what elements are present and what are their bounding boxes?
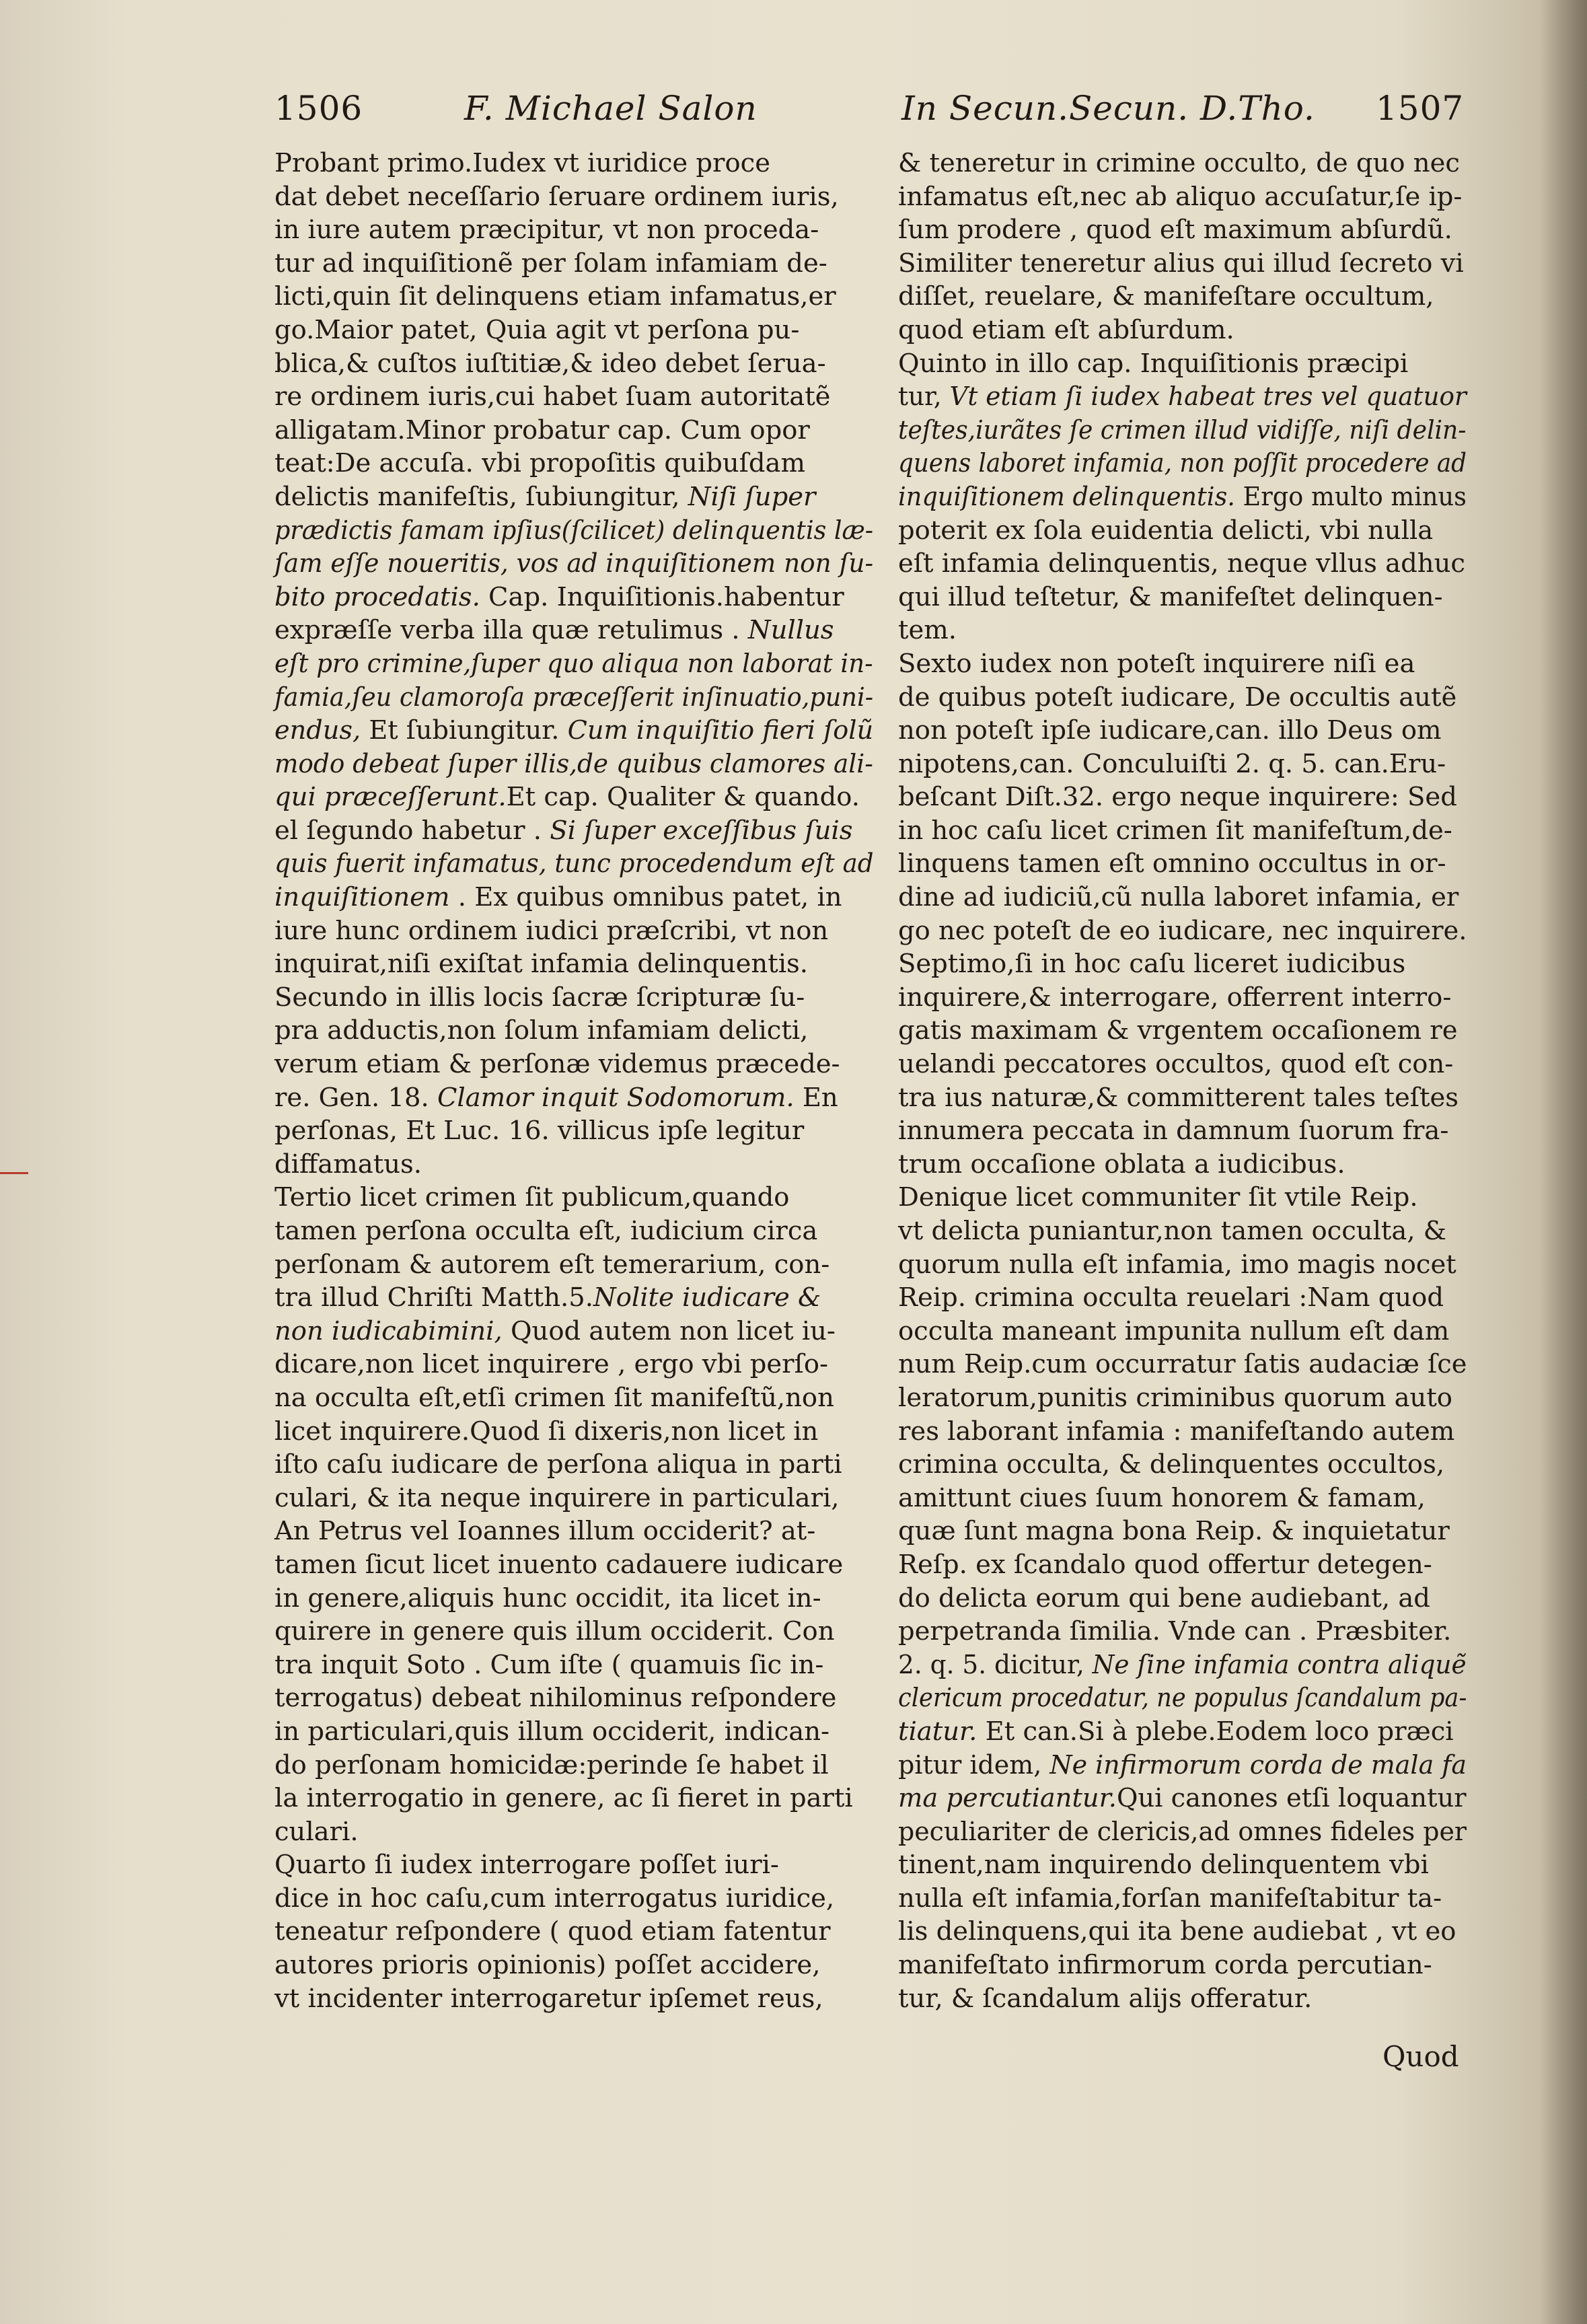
- text-segment: innumera peccata in damnum ſuorum fra-: [898, 1116, 1449, 1147]
- italic-quotation: Ne ſine infamia contra aliquẽ: [1092, 1649, 1467, 1680]
- text-line: [274, 1749, 873, 1782]
- text-line: [274, 1482, 873, 1515]
- text-line: [274, 1882, 873, 1916]
- text-segment: peculiariter de clericis,ad omnes fideles per: [898, 1816, 1467, 1847]
- text-line: [898, 881, 1467, 914]
- text-line: [274, 1181, 873, 1214]
- text-line: [274, 480, 873, 514]
- text-line: [898, 981, 1467, 1015]
- text-line: [274, 213, 873, 247]
- text-line: [898, 847, 1467, 881]
- text-line: [898, 1749, 1467, 1782]
- text-segment: re. Gen. 18.: [274, 1082, 437, 1113]
- italic-quotation: quens laboret infamia, non poſſit procedere ad: [898, 448, 1467, 479]
- text-segment: perpetranda ſimilia. Vnde can . Præsbiter.: [898, 1616, 1452, 1647]
- text-segment: crimina occulta, & delinquentes occultos,: [898, 1449, 1445, 1480]
- text-segment: teat:De accuſa. vbi propoſitis quibuſdam: [274, 448, 805, 479]
- text-line: [274, 847, 874, 881]
- italic-quotation: Clamor inquit Sodomorum.: [437, 1082, 795, 1113]
- text-segment: pra adductis,non ſolum infamiam delicti,: [274, 1015, 809, 1046]
- text-segment: Et ſubiungitur.: [361, 715, 568, 746]
- text-line: [898, 1114, 1467, 1148]
- text-segment: & teneretur in crimine occulto, de quo nec: [898, 148, 1460, 178]
- text-segment: do perſonam homicidæ:perinde ſe habet il: [274, 1749, 829, 1780]
- italic-quotation: qui præceſſerunt.: [274, 782, 507, 813]
- text-segment: dice in hoc caſu,cum interrogatus iuridice,: [274, 1883, 835, 1914]
- text-segment: autores prioris opinionis) poſſet accidere,: [274, 1950, 821, 1981]
- text-line: [898, 748, 1467, 781]
- text-segment: occulta maneant impunita nullum eſt dam: [898, 1315, 1450, 1346]
- text-segment: eſt infamia delinquentis, neque vllus adhuc: [898, 548, 1465, 579]
- text-segment: delictis manifeſtis, ſubiungitur,: [274, 481, 688, 512]
- text-line: [898, 780, 1467, 814]
- text-segment: pitur idem,: [898, 1749, 1050, 1780]
- text-line: [898, 180, 1467, 214]
- italic-quotation: endus,: [274, 715, 361, 746]
- text-line: [898, 1548, 1467, 1582]
- text-line: [274, 1214, 873, 1248]
- left-running-title: F. Michael Salon: [464, 89, 758, 128]
- left-text-column: [274, 147, 873, 2015]
- text-segment: culari.: [274, 1816, 359, 1847]
- text-line: [274, 1281, 873, 1315]
- text-line: [274, 147, 873, 180]
- red-margin-mark: [0, 1172, 28, 1189]
- italic-quotation: quis fuerit infamatus, tunc procedendum eſt ad: [274, 848, 874, 879]
- text-line: [898, 1681, 1467, 1715]
- text-segment: nulla eſt infamia,forſan manifeſtabitur ta-: [898, 1883, 1442, 1914]
- text-line: [274, 547, 874, 581]
- text-segment: tra ius naturæ,& committerent tales teſtes: [898, 1082, 1459, 1113]
- text-segment: Reſp. ex ſcandalo quod offertur detegen-: [898, 1549, 1432, 1580]
- text-segment: ſum prodere , quod eſt maximum abſurdũ.: [898, 215, 1452, 246]
- text-segment: go.Maior patet, Quia agit vt perſona pu-: [274, 314, 800, 345]
- text-segment: amittunt ciues ſuum honorem & famam,: [898, 1482, 1426, 1513]
- text-line: [898, 347, 1467, 381]
- text-segment: verum etiam & perſonæ videmus præcede-: [274, 1049, 840, 1080]
- text-line: [274, 247, 873, 281]
- text-line: [274, 1582, 873, 1615]
- text-line: [898, 1949, 1467, 1982]
- text-line: [898, 1882, 1467, 1916]
- text-segment: quod etiam eſt abſurdum.: [898, 314, 1234, 345]
- text-line: [274, 748, 873, 781]
- text-segment: Similiter teneretur alius qui illud ſecreto vi: [898, 248, 1464, 279]
- text-line: [898, 213, 1467, 247]
- text-segment: quæ ſunt magna bona Reip. & inquietatur: [898, 1516, 1450, 1547]
- text-segment: inquirat,niſi exiſtat infamia delinquentis.: [274, 949, 809, 980]
- italic-quotation: modo debeat ſuper illis,de quibus clamores ali-: [274, 748, 873, 779]
- text-line: [274, 280, 873, 314]
- italic-quotation: ma percutiantur.: [898, 1783, 1117, 1814]
- italic-quotation: inquiſitionem: [274, 882, 450, 913]
- text-line: [274, 947, 873, 981]
- text-segment: na occulta eſt,etſi crimen ſit manifeſtũ,non: [274, 1382, 834, 1413]
- text-segment: licet inquirere.Quod ſi dixeris,non licet in: [274, 1416, 819, 1447]
- text-line: [274, 981, 873, 1015]
- text-line: [274, 914, 873, 948]
- text-line: [898, 814, 1467, 848]
- text-segment: expræſſe verba illa quæ retulimus .: [274, 615, 748, 646]
- text-line: [898, 1348, 1467, 1381]
- text-line: [898, 614, 1467, 647]
- text-segment: do delicta eorum qui bene audiebant, ad: [898, 1583, 1430, 1613]
- text-line: [898, 480, 1467, 514]
- text-segment: el ſegundo habetur .: [274, 815, 550, 846]
- text-segment: infamatus eſt,nec ab aliquo accuſatur,ſe ip-: [898, 181, 1463, 212]
- text-line: [898, 681, 1467, 715]
- text-segment: vt delicta puniantur,non tamen occulta, &: [898, 1216, 1447, 1246]
- text-line: [274, 780, 873, 814]
- text-segment: Et cap. Qualiter & quando.: [506, 782, 860, 813]
- text-segment: diſſet, reuelare, & manifeſtare occultum,: [898, 281, 1434, 312]
- text-segment: blica,& cuſtos iuſtitiæ,& ideo debet ſerua-: [274, 348, 826, 379]
- text-line: [274, 1681, 873, 1715]
- text-line: [898, 247, 1467, 281]
- text-segment: licti,quin ſit delinquens etiam infamatus,er: [274, 281, 836, 312]
- text-segment: culari, & ita neque inquirere in particulari,: [274, 1482, 840, 1513]
- text-segment: Secundo in illis locis ſacræ ſcripturæ ſu-: [274, 982, 805, 1013]
- italic-quotation: Nullus: [747, 615, 834, 646]
- text-segment: alligatam.Minor probatur cap. Cum opor: [274, 414, 810, 445]
- text-segment: tra inquit Soto . Cum iſte ( quamuis ſic in-: [274, 1649, 824, 1680]
- text-segment: in genere,aliquis hunc occidit, ita licet in-: [274, 1583, 821, 1613]
- text-line: [898, 1648, 1467, 1682]
- text-segment: 2. q. 5. dicitur,: [898, 1649, 1093, 1680]
- text-line: [898, 947, 1467, 981]
- text-segment: re ordinem iuris,cui habet ſuam autoritatẽ: [274, 382, 831, 412]
- italic-quotation: Cum inquiſitio fieri ſolũ: [567, 715, 874, 746]
- text-line: [274, 1648, 873, 1682]
- text-line: [274, 1615, 873, 1648]
- text-segment: beſcant Diſt.32. ergo neque inquirere: Sed: [898, 782, 1457, 813]
- text-line: [274, 347, 873, 381]
- text-segment: terrogatus) debeat nihilominus reſpondere: [274, 1683, 837, 1714]
- text-line: [898, 1448, 1467, 1482]
- text-line: [274, 1949, 873, 1982]
- text-segment: Tertio licet crimen ſit publicum,quando: [274, 1182, 790, 1213]
- text-segment: tem.: [898, 615, 957, 646]
- text-segment: leratorum,punitis criminibus quorum auto: [898, 1382, 1452, 1413]
- text-segment: tamen ſicut licet inuento cadauere iudicare: [274, 1549, 844, 1580]
- text-segment: Septimo,ſi in hoc caſu liceret iudicibus: [898, 949, 1406, 980]
- text-segment: diffamatus.: [274, 1149, 422, 1179]
- text-line: [274, 814, 873, 848]
- text-line: [274, 380, 873, 414]
- text-line: [898, 414, 1467, 447]
- text-segment: tur ad inquiſitionẽ per ſolam infamiam de-: [274, 248, 827, 279]
- text-segment: in iure autem præcipitur, vt non proceda-: [274, 215, 819, 246]
- text-line: [274, 1782, 873, 1815]
- text-line: [274, 1315, 873, 1348]
- text-line: [274, 1081, 873, 1115]
- italic-quotation: eſt pro crimine,ſuper quo aliqua non laborat in-: [274, 648, 873, 679]
- text-segment: manifeſtato infirmorum corda percutian-: [898, 1950, 1432, 1981]
- text-segment: res laborant infamia : manifeſtando autem: [898, 1416, 1455, 1447]
- text-segment: Quarto ſi iudex interrogare poſſet iuri-: [274, 1850, 779, 1881]
- text-line: [898, 1248, 1467, 1282]
- text-segment: Denique licet communiter ſit vtile Reip.: [898, 1182, 1418, 1213]
- text-segment: Et can.Si à plebe.Eodem loco præci: [977, 1716, 1454, 1747]
- text-segment: de quibus poteſt iudicare, De occultis autẽ: [898, 682, 1457, 713]
- text-segment: tra illud Chriſti Matth.5.: [274, 1282, 594, 1313]
- text-segment: non poteſt ipſe iudicare,can. illo Deus om: [898, 715, 1442, 746]
- text-segment: dine ad iudiciũ,cũ nulla laboret infamia, er: [898, 882, 1459, 913]
- text-segment: tinent,nam inquirendo delinquentem vbi: [898, 1850, 1429, 1881]
- text-line: [274, 1448, 873, 1482]
- text-line: [898, 647, 1467, 681]
- text-segment: An Petrus vel Ioannes illum occiderit? at-: [274, 1516, 816, 1547]
- text-segment: poterit ex ſola euidentia delicti, vbi nulla: [898, 515, 1434, 546]
- text-line: [898, 1482, 1467, 1515]
- text-line: [898, 1281, 1467, 1315]
- text-segment: Sexto iudex non poteſt inquirere niſi ea: [898, 648, 1415, 679]
- italic-quotation: teſtes,iurãtes ſe crimen illud vidiſſe, niſi delin-: [898, 414, 1467, 445]
- text-line: [274, 714, 874, 748]
- text-segment: tur, & ſcandalum alijs offeratur.: [898, 1983, 1313, 2014]
- text-line: [898, 1381, 1467, 1415]
- left-page-number: 1506: [274, 89, 363, 128]
- italic-quotation: tiatur.: [898, 1716, 977, 1747]
- text-line: [898, 1915, 1467, 1949]
- text-line: [898, 1181, 1467, 1214]
- text-segment: in hoc caſu licet crimen ſit manifeſtum,de-: [898, 815, 1452, 846]
- text-segment: Probant primo.Iudex vt iuridice proce: [274, 148, 770, 178]
- text-line: [898, 514, 1467, 548]
- text-segment: inquirere,& interrogare, offerrent interro-: [898, 982, 1452, 1013]
- text-line: [274, 881, 873, 914]
- text-line: [898, 314, 1467, 347]
- text-line: [274, 1515, 873, 1548]
- text-segment: Qui canones etſi loquantur: [1116, 1783, 1467, 1814]
- text-line: [274, 1114, 873, 1148]
- text-segment: Quod autem non licet iu-: [502, 1315, 836, 1346]
- text-line: [274, 1415, 873, 1449]
- italic-quotation: Vt etiam ſi iudex habeat tres vel quatuor: [949, 382, 1467, 412]
- text-line: [898, 1782, 1465, 1815]
- text-line: [274, 581, 873, 614]
- text-line: [898, 1715, 1467, 1749]
- text-segment: trum occaſione oblata a iudicibus.: [898, 1149, 1345, 1179]
- text-segment: vt incidenter interrogaretur ipſemet reus,: [274, 1983, 823, 2014]
- italic-quotation: Si ſuper exceſſibus ſuis: [550, 815, 853, 846]
- italic-quotation: Ne infirmorum corda de mala fa: [1049, 1749, 1467, 1780]
- text-segment: Ergo multo minus: [1234, 481, 1467, 512]
- text-segment: perſonas, Et Luc. 16. villicus ipſe legitur: [274, 1116, 805, 1147]
- text-line: [898, 1582, 1467, 1615]
- right-running-title: In Secun.Secun. D.Tho.: [901, 89, 1315, 128]
- text-line: [898, 1315, 1467, 1348]
- text-line: [274, 1148, 873, 1182]
- text-line: [274, 1982, 873, 2016]
- right-page-number: 1507: [1376, 89, 1465, 128]
- text-segment: tamen perſona occulta eſt, iudicium circa: [274, 1216, 818, 1246]
- text-line: [898, 1615, 1467, 1648]
- text-segment: uelandi peccatores occultos, quod eſt con-: [898, 1049, 1454, 1080]
- text-line: [274, 614, 873, 647]
- text-line: [274, 314, 873, 347]
- text-segment: iſto caſu iudicare de perſona aliqua in parti: [274, 1449, 842, 1480]
- text-line: [274, 1048, 873, 1081]
- italic-quotation: bito procedatis.: [274, 581, 480, 612]
- text-line: [898, 914, 1466, 948]
- text-line: [898, 581, 1467, 614]
- text-line: [898, 547, 1467, 581]
- text-line: [274, 1248, 873, 1282]
- text-line: [274, 1815, 873, 1849]
- text-line: [274, 647, 873, 681]
- text-segment: la interrogatio in genere, ac ſi fieret in parti: [274, 1783, 853, 1814]
- text-line: [898, 1848, 1467, 1882]
- text-segment: quorum nulla eſt infamia, imo magis nocet: [898, 1249, 1456, 1280]
- text-segment: in particulari,quis illum occiderit, indican-: [274, 1716, 830, 1747]
- text-segment: num Reip.cum occurratur ſatis audaciæ ſce: [898, 1349, 1467, 1380]
- text-line: [898, 1148, 1467, 1182]
- italic-quotation: famia,ſeu clamoroſa præceſſerit inſinuatio,puni-: [274, 682, 874, 713]
- italic-quotation: Niſi ſuper: [688, 481, 816, 512]
- text-line: [274, 1848, 873, 1882]
- text-line: [274, 1014, 873, 1048]
- text-line: [274, 180, 873, 214]
- text-line: [898, 280, 1467, 314]
- text-segment: perſonam & autorem eſt temerarium, con-: [274, 1249, 830, 1280]
- text-line: [274, 1348, 873, 1381]
- text-line: [898, 1014, 1467, 1048]
- text-line: [274, 1715, 873, 1749]
- page-edge-shadow: [1540, 0, 1587, 2324]
- text-line: [274, 414, 873, 447]
- text-line: [898, 447, 1467, 480]
- text-segment: iure hunc ordinem iudici præſcribi, vt non: [274, 915, 829, 946]
- text-line: [274, 681, 874, 715]
- text-segment: dicare,non licet inquirere , ergo vbi perſo-: [274, 1349, 829, 1380]
- text-segment: tur,: [898, 382, 950, 412]
- catchword: Quod: [1382, 2040, 1459, 2073]
- text-segment: teneatur reſpondere ( quod etiam fatentur: [274, 1916, 831, 1947]
- text-line: [898, 1815, 1467, 1849]
- text-segment: linquens tamen eſt omnino occultus in or-: [898, 848, 1446, 879]
- right-text-column: [898, 147, 1467, 2015]
- italic-quotation: non iudicabimini,: [274, 1315, 503, 1346]
- text-segment: . Ex quibus omnibus patet, in: [449, 882, 842, 913]
- text-line: [274, 1381, 873, 1415]
- italic-quotation: ſam eſſe noueritis, vos ad inquiſitionem non ſu-: [274, 548, 874, 579]
- italic-quotation: clericum procedatur, ne populus ſcandalum pa-: [898, 1683, 1467, 1714]
- text-line: [898, 1081, 1467, 1115]
- text-line: [898, 714, 1467, 748]
- text-line: [898, 1048, 1467, 1081]
- text-line: [898, 380, 1467, 414]
- text-line: [274, 1915, 873, 1949]
- text-segment: nipotens,can. Conculuiſti 2. q. 5. can.Eru-: [898, 748, 1446, 779]
- text-segment: dat debet neceſſario ſeruare ordinem iuris,: [274, 181, 839, 212]
- text-segment: Quinto in illo cap. Inquiſitionis præcipi: [898, 348, 1409, 379]
- italic-quotation: prædictis famam ipſius(ſcilicet) delinquentis læ-: [274, 515, 874, 546]
- italic-quotation: inquiſitionem delinquentis.: [898, 481, 1235, 512]
- text-line: [898, 1415, 1467, 1449]
- text-line: [274, 447, 873, 480]
- text-segment: Reip. crimina occulta reuelari :Nam quod: [898, 1282, 1444, 1313]
- text-segment: qui illud teſtetur, & manifeſtet delinquen-: [898, 581, 1443, 612]
- text-segment: go nec poteſt de eo iudicare, nec inquirere.: [898, 915, 1467, 946]
- text-segment: En: [794, 1082, 838, 1113]
- text-line: [898, 147, 1467, 180]
- text-segment: lis delinquens,qui ita bene audiebat , vt eo: [898, 1916, 1456, 1947]
- text-line: [898, 1214, 1467, 1248]
- text-segment: gatis maximam & vrgentem occaſionem re: [898, 1015, 1458, 1046]
- text-line: [898, 1982, 1467, 2016]
- text-line: [274, 1548, 873, 1582]
- text-segment: quirere in genere quis illum occiderit. Con: [274, 1616, 835, 1647]
- text-line: [898, 1515, 1467, 1548]
- text-segment: Cap. Inquiſitionis.habentur: [480, 581, 844, 612]
- italic-quotation: Nolite iudicare &: [593, 1282, 821, 1313]
- text-line: [274, 514, 874, 548]
